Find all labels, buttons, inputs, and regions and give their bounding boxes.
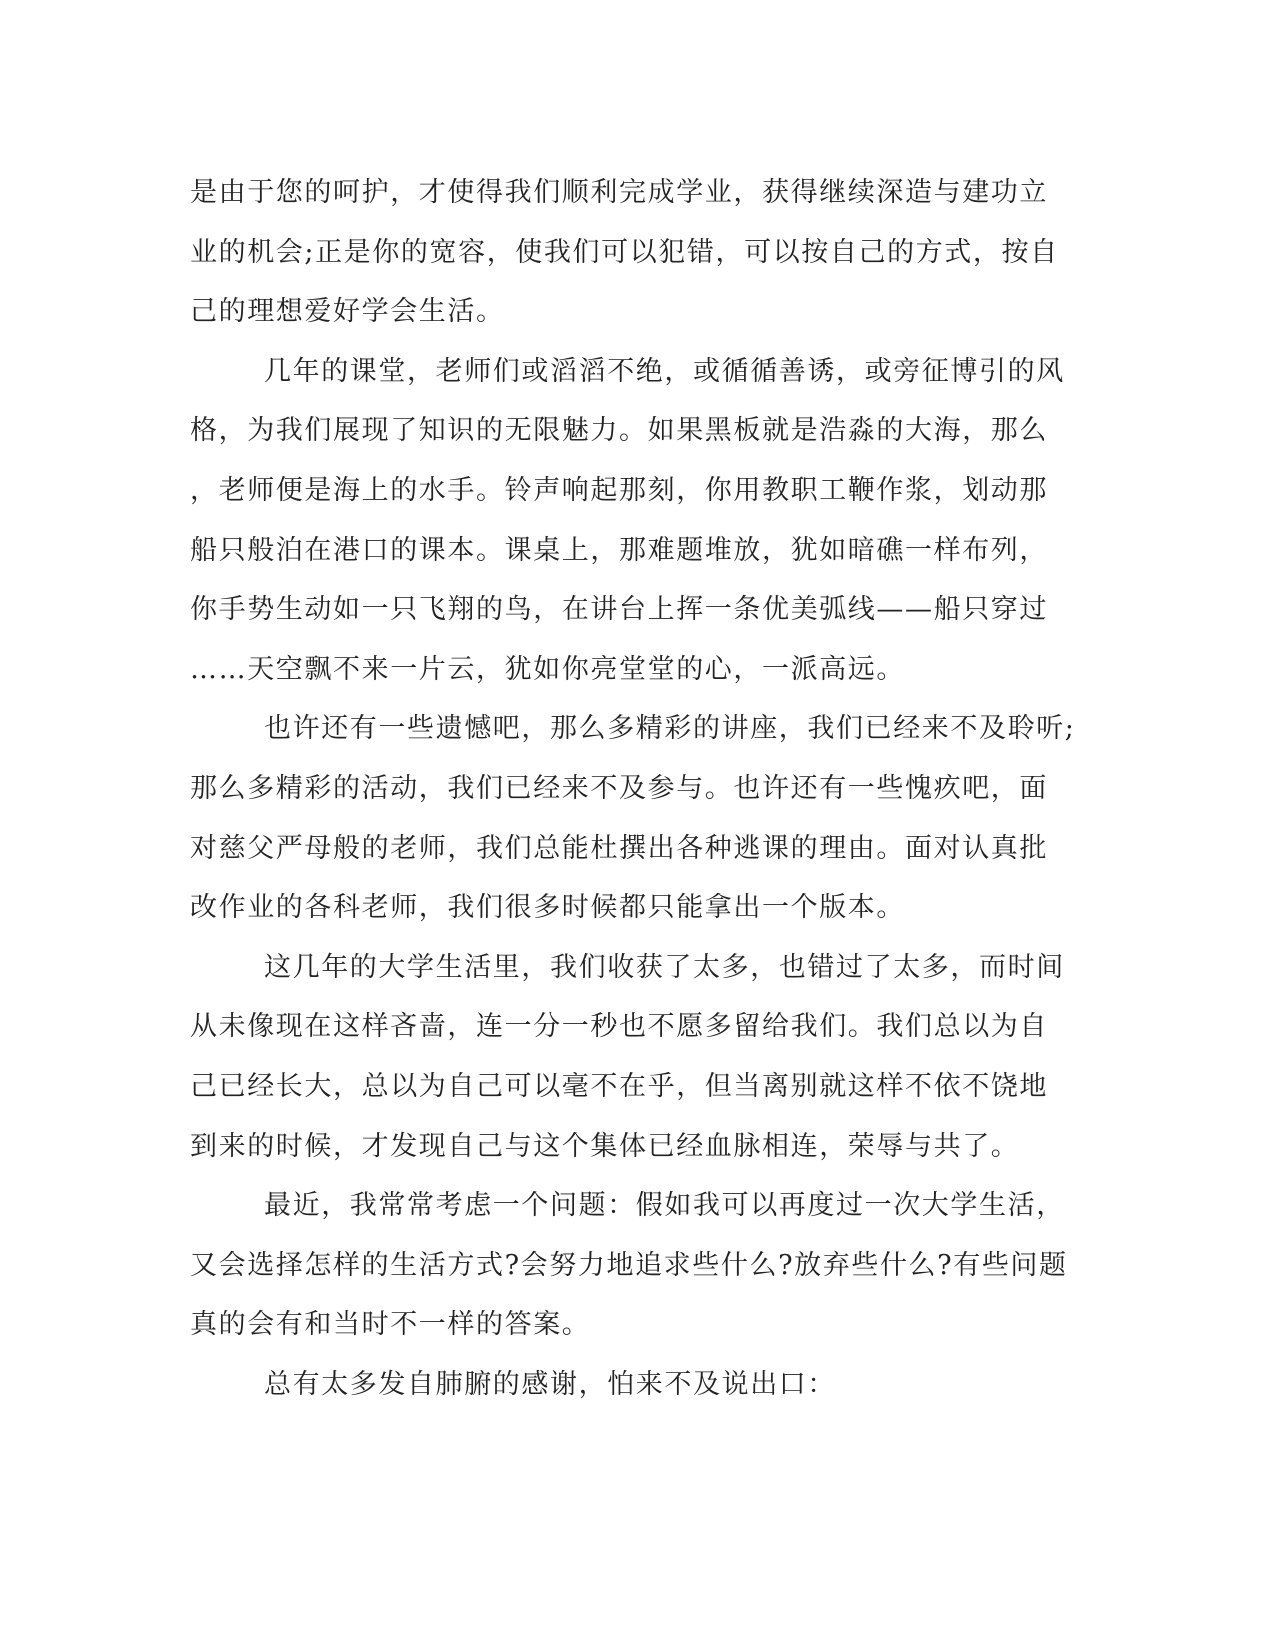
text-line: 业的机会;正是你的宽容，使我们可以犯错，可以按自己的方式，按自 (190, 236, 1059, 268)
text-line: 这几年的大学生活里，我们收获了太多，也错过了太多，而时间 (264, 951, 1065, 983)
paragraph-regrets (190, 699, 1090, 937)
text-line: 对慈父严母般的老师，我们总能杜撰出各种逃课的理由。面对认真批 (190, 832, 1048, 864)
text-line: 那么多精彩的活动，我们已经来不及参与。也许还有一些愧疚吧，面 (190, 772, 1048, 804)
text-line: 是由于您的呵护，才使得我们顺利完成学业，获得继续深造与建功立 (190, 177, 1048, 208)
paragraph-continuation (190, 163, 1090, 342)
text-line: 你手势生动如一只飞翔的鸟，在讲台上挥一条优美弧线——船只穿过 (190, 594, 1048, 626)
text-line: 也许还有一些遗憾吧，那么多精彩的讲座，我们已经来不及聆听; (264, 713, 1076, 745)
text-line: 到来的时候，才发现自己与这个集体已经血脉相连，荣辱与共了。 (190, 1130, 1020, 1162)
text-line: 总有太多发自肺腑的感谢，怕来不及说出口： (264, 1368, 836, 1400)
text-line: 改作业的各科老师，我们很多时候都只能拿出一个版本。 (190, 892, 905, 924)
text-line: ，老师便是海上的水手。铃声响起那刻，你用教职工鞭作浆，划动那 (190, 474, 1048, 506)
text-line: 从未像现在这样吝啬，连一分一秒也不愿多留给我们。我们总以为自 (190, 1011, 1048, 1043)
text-line: 最近，我常常考虑一个问题：假如我可以再度过一次大学生活， (264, 1190, 1065, 1222)
paragraph-college-life (190, 938, 1090, 1176)
paragraph-classroom (190, 342, 1090, 700)
text-line: 己的理想爱好学会生活。 (190, 296, 505, 328)
text-line: 船只般泊在港口的课本。课桌上，那难题堆放，犹如暗礁一样布列， (190, 534, 1048, 566)
text-line: 又会选择怎样的生活方式?会努力地追求些什么?放弃些什么?有些问题 (190, 1249, 1068, 1281)
paragraph-reflection (190, 1176, 1090, 1355)
document-body (190, 163, 1090, 1414)
text-line: 几年的课堂，老师们或滔滔不绝，或循循善诱，或旁征博引的风 (264, 355, 1065, 387)
text-line: ……天空飘不来一片云，犹如你亮堂堂的心，一派高远。 (190, 653, 905, 685)
text-line: 真的会有和当时不一样的答案。 (190, 1309, 591, 1341)
paragraph-gratitude (190, 1355, 1090, 1415)
text-line: 己已经长大，总以为自己可以毫不在乎，但当离别就这样不依不饶地 (190, 1070, 1048, 1102)
text-line: 格，为我们展现了知识的无限魅力。如果黑板就是浩淼的大海，那么 (190, 415, 1048, 447)
